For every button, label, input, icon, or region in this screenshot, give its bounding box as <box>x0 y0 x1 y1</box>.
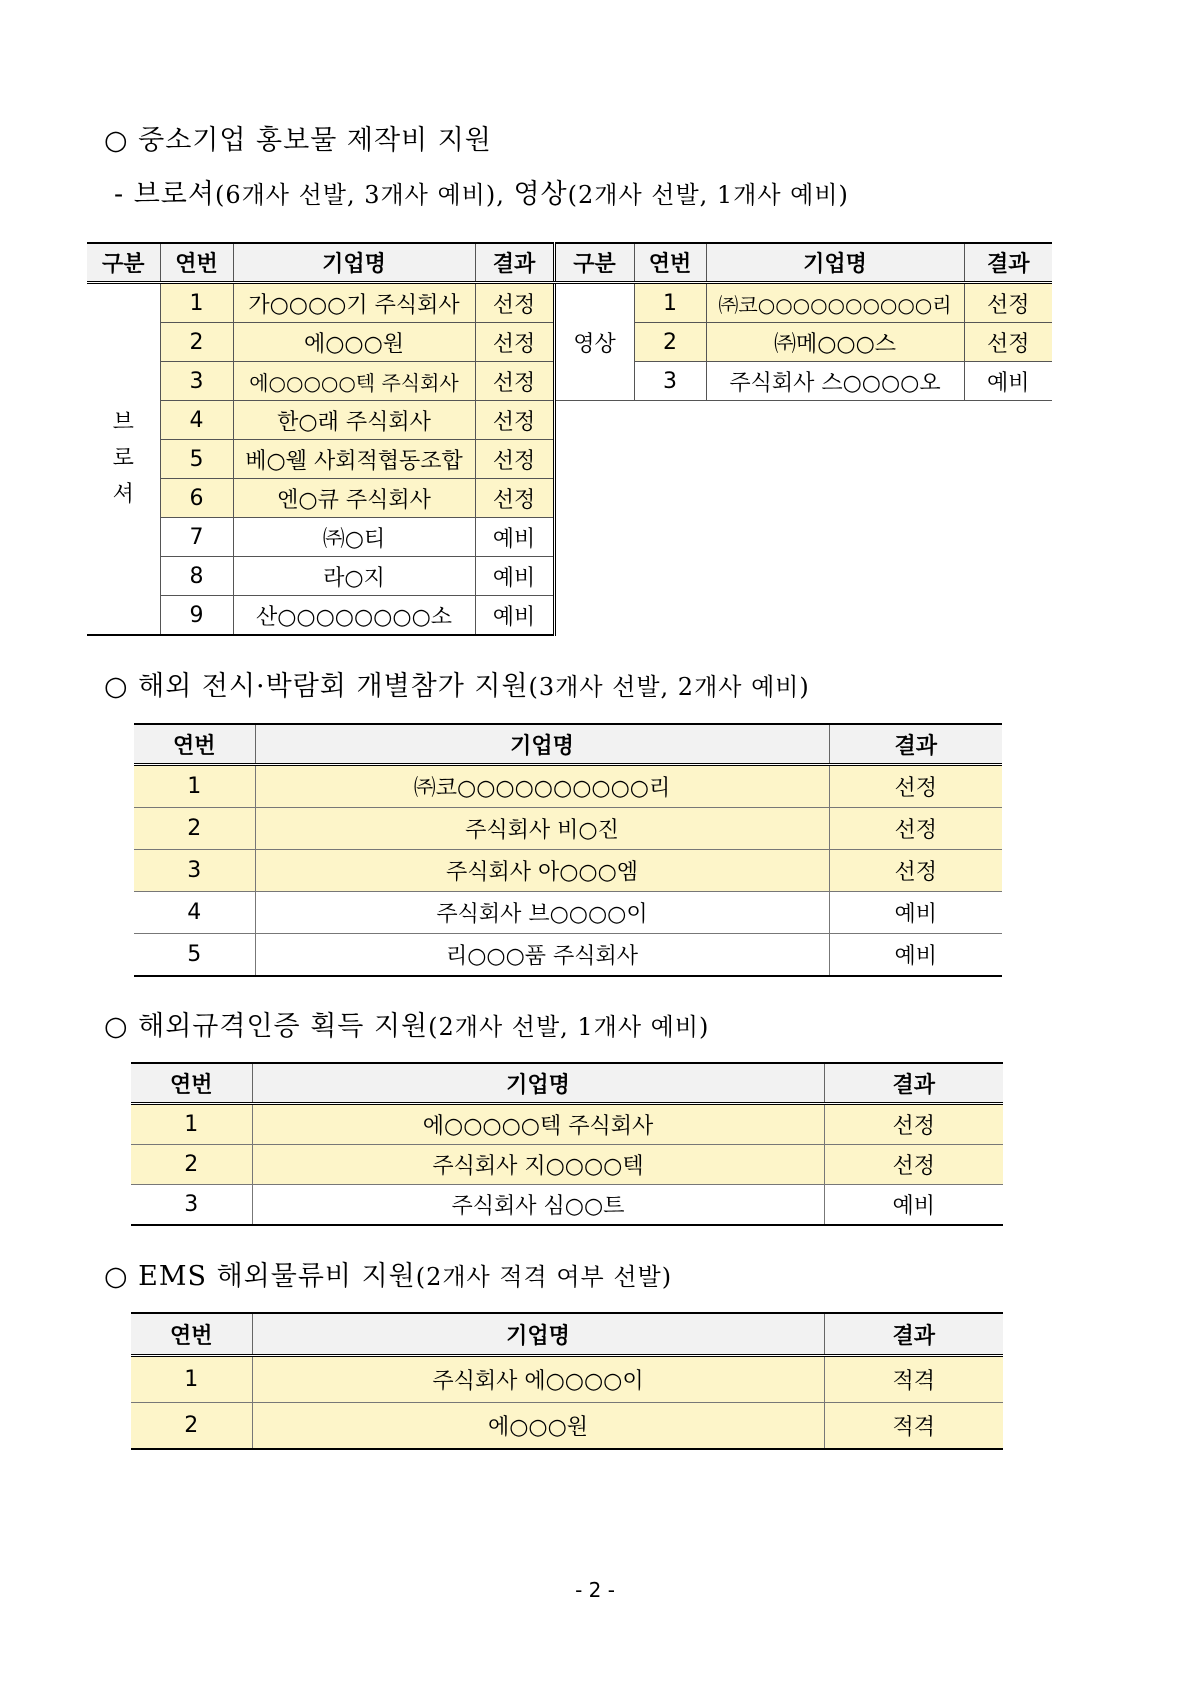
table-row: 3 주식회사 아○○○엠 선정 <box>134 850 1002 892</box>
table-row: 2 에○○○원 적격 <box>131 1403 1003 1450</box>
table-row: 9 산○○○○○○○○소 예비 <box>87 596 1052 636</box>
brochure-category-cell <box>87 283 160 636</box>
header-result: 결과 <box>475 243 554 283</box>
table-row: 5 리○○○품 주식회사 예비 <box>134 934 1002 977</box>
table-row: 1 ㈜코○○○○○○○○○○리 선정 <box>134 765 1002 808</box>
brochure-category-label: 브 로 셔 <box>112 410 134 507</box>
table-row: 1 주식회사 에○○○○이 적격 <box>131 1356 1003 1403</box>
page-number: - 2 - <box>575 1578 615 1602</box>
table-row: 1 에○○○○○텍 주식회사 선정 <box>131 1104 1003 1145</box>
table-header-row: 연번 기업명 결과 <box>134 724 1002 765</box>
table-row: 6 엔○큐 주식회사 선정 <box>87 479 1052 518</box>
table-row: 3 주식회사 심○○트 예비 <box>131 1185 1003 1226</box>
header-company: 기업명 <box>706 243 964 283</box>
header-category: 구분 <box>87 243 160 283</box>
header-no: 연번 <box>160 243 233 283</box>
exhibition-table <box>134 723 1002 977</box>
header-result: 결과 <box>964 243 1052 283</box>
table-row: 4 주식회사 브○○○○이 예비 <box>134 892 1002 934</box>
section-heading-promo: ○ 중소기업 홍보물 제작비 지원 <box>104 125 492 156</box>
table-row: 2 주식회사 비○진 선정 <box>134 808 1002 850</box>
table-row: 4 한○래 주식회사 선정 <box>87 401 1052 440</box>
table-row: 3 에○○○○○텍 주식회사 선정 3 주식회사 스○○○○오 예비 <box>87 362 1052 401</box>
section-subheading-promo: - 브로셔(6개사 선발, 3개사 예비), 영상(2개사 선발, 1개사 예비) <box>114 179 849 210</box>
table-header-row <box>87 243 1052 283</box>
header-no: 연번 <box>634 243 706 283</box>
table-header-row: 연번 기업명 결과 <box>131 1063 1003 1104</box>
section-heading-certification: ○ 해외규격인증 획득 지원(2개사 선발, 1개사 예비) <box>104 1011 710 1042</box>
promo-table <box>87 242 1052 636</box>
table-row: 2 에○○○원 선정 2 ㈜메○○○스 선정 <box>87 323 1052 362</box>
table-row: 5 베○웰 사회적협동조합 선정 <box>87 440 1052 479</box>
section-heading-ems: ○ EMS 해외물류비 지원(2개사 적격 여부 선발) <box>104 1261 673 1292</box>
table-row: 7 ㈜○티 예비 <box>87 518 1052 557</box>
ems-table <box>131 1312 1003 1450</box>
table-row: 8 라○지 예비 <box>87 557 1052 596</box>
header-company: 기업명 <box>233 243 475 283</box>
table-row: 2 주식회사 지○○○○텍 선정 <box>131 1145 1003 1185</box>
header-category: 구분 <box>554 243 634 283</box>
video-category-cell: 영상 <box>554 283 634 401</box>
table-header-row: 연번 기업명 결과 <box>131 1313 1003 1356</box>
certification-table <box>131 1062 1003 1226</box>
table-row: 브 로 셔 1 가○○○○기 주식회사 선정 영상 1 ㈜코○○○○○○○○○○리 선정 <box>87 283 1052 323</box>
section-heading-exhibition: ○ 해외 전시·박람회 개별참가 지원(3개사 선발, 2개사 예비) <box>104 671 810 702</box>
